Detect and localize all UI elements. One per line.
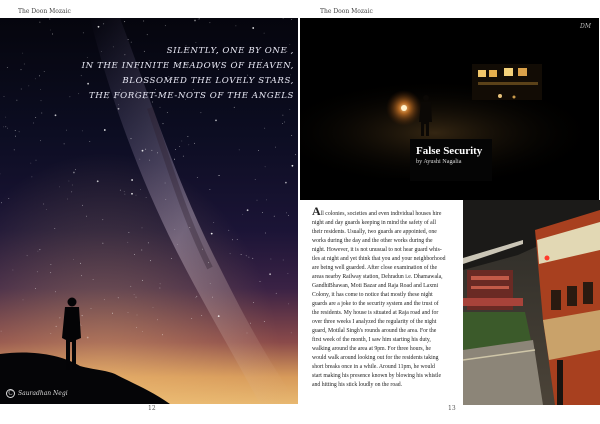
star	[163, 123, 164, 124]
star	[149, 160, 150, 161]
star	[152, 150, 153, 151]
star	[189, 227, 190, 228]
star	[15, 136, 16, 137]
star	[211, 233, 213, 235]
star	[55, 291, 56, 292]
star	[202, 249, 203, 250]
star	[41, 113, 42, 114]
star	[21, 89, 22, 90]
star	[291, 135, 292, 136]
star	[153, 307, 154, 308]
star	[60, 318, 61, 319]
running-head-left: The Doon Mozaic	[18, 8, 71, 15]
star	[52, 34, 53, 35]
body-line: GandhiBhawan, Moti Bazar and Raja Road and Laxmi	[312, 283, 439, 289]
star	[288, 215, 289, 216]
star	[215, 120, 217, 122]
star	[22, 53, 23, 54]
star	[285, 182, 287, 184]
star	[212, 297, 213, 298]
star	[181, 141, 182, 142]
star	[50, 30, 51, 31]
star	[175, 149, 176, 150]
star	[196, 297, 197, 298]
star	[148, 243, 149, 244]
star	[252, 258, 253, 259]
star	[35, 117, 36, 118]
star	[241, 254, 242, 255]
star	[142, 280, 143, 281]
star	[73, 259, 74, 260]
star	[196, 42, 197, 43]
star	[283, 18, 284, 19]
star	[264, 128, 265, 129]
star	[131, 193, 133, 195]
star	[3, 127, 4, 128]
star	[291, 19, 292, 20]
star	[218, 175, 219, 176]
star	[50, 272, 51, 273]
star	[125, 194, 126, 195]
star	[73, 172, 75, 174]
star	[136, 327, 137, 328]
star	[157, 319, 158, 320]
star	[124, 21, 125, 22]
star	[7, 67, 8, 68]
star	[262, 212, 263, 213]
photo-credit	[6, 389, 68, 398]
star	[43, 204, 44, 205]
star	[23, 300, 24, 301]
star	[70, 96, 71, 97]
copyright-icon: C	[6, 389, 15, 398]
star	[67, 199, 68, 200]
star	[258, 150, 259, 151]
star	[40, 249, 41, 250]
star	[82, 131, 83, 132]
magazine-logo-mark: DM	[580, 23, 591, 30]
star	[131, 179, 133, 181]
star	[27, 255, 28, 256]
article-body	[312, 207, 459, 403]
star	[49, 19, 50, 20]
star	[134, 294, 135, 295]
star	[39, 76, 40, 77]
star	[40, 89, 41, 90]
star	[150, 260, 151, 261]
star	[118, 104, 119, 105]
star	[177, 244, 178, 245]
star	[30, 163, 31, 164]
star	[72, 185, 73, 186]
star	[237, 239, 238, 240]
star	[97, 180, 99, 182]
star	[91, 308, 92, 309]
star	[174, 229, 175, 230]
star	[208, 262, 209, 263]
body-line: night and day guards keeping in mind the safety of all	[312, 220, 436, 226]
star	[19, 131, 20, 132]
train-platform-photo	[463, 200, 600, 405]
star	[102, 219, 103, 220]
drop-cap: A	[312, 207, 321, 218]
star	[141, 250, 142, 251]
star	[83, 33, 84, 34]
body-line: start making his presence known by blowing his whistle	[312, 373, 442, 379]
star	[35, 78, 36, 79]
star	[219, 175, 220, 176]
star	[276, 293, 277, 294]
star	[93, 279, 94, 280]
body-line: Colony, it has come to notice that mostly these night	[312, 292, 433, 298]
star	[249, 257, 250, 258]
star	[269, 273, 271, 275]
article-title-box	[410, 139, 492, 181]
poem-line: BLOSSOMED THE LOVELY STARS,	[122, 76, 294, 86]
poem-line: SILENTLY, ONE BY ONE ,	[166, 46, 294, 56]
star	[35, 288, 36, 289]
star	[145, 149, 146, 150]
star	[289, 109, 290, 110]
star	[183, 156, 184, 157]
star	[130, 286, 131, 287]
star	[139, 159, 140, 160]
star	[242, 214, 243, 215]
star	[120, 190, 121, 191]
star	[140, 189, 141, 190]
star	[14, 150, 15, 151]
star	[142, 150, 144, 152]
train-platform-scene	[463, 200, 600, 405]
star	[194, 20, 196, 22]
body-line: walking around the area at 9pm. For three hours, he	[312, 346, 431, 352]
poem-line: IN THE INFINITE MEADOWS OF HEAVEN,	[81, 61, 294, 71]
page-number-right: 13	[448, 405, 456, 412]
star	[7, 128, 8, 129]
star	[246, 255, 247, 256]
star	[69, 181, 70, 182]
star	[131, 138, 132, 139]
star	[165, 25, 166, 26]
star	[44, 71, 45, 72]
star	[5, 126, 6, 127]
star	[41, 100, 42, 101]
star	[250, 323, 251, 324]
star	[265, 233, 266, 234]
body-line: first week of the month, I saw him starting his duty,	[312, 337, 431, 343]
star	[260, 281, 261, 282]
star	[210, 283, 211, 284]
star	[4, 96, 5, 97]
star	[118, 297, 119, 298]
star	[282, 123, 283, 124]
star	[54, 228, 55, 229]
star	[40, 140, 41, 141]
star	[1, 331, 2, 332]
star	[24, 64, 25, 65]
star	[75, 169, 76, 170]
star	[252, 27, 254, 29]
star	[266, 200, 267, 201]
star	[291, 332, 292, 333]
star	[210, 22, 211, 23]
star	[87, 337, 89, 339]
star	[103, 24, 104, 25]
star	[46, 209, 47, 210]
star	[274, 216, 275, 217]
star	[188, 144, 189, 145]
star	[157, 153, 158, 154]
star	[118, 108, 120, 110]
star	[194, 143, 195, 144]
star	[196, 296, 197, 297]
star	[255, 179, 256, 180]
page-number-left: 12	[148, 405, 156, 412]
body-line: guard, Motilal Singh's rounds around the area. For the	[312, 328, 437, 334]
star	[147, 34, 148, 35]
star	[128, 39, 129, 40]
star	[198, 19, 199, 20]
star	[13, 270, 14, 271]
star	[275, 147, 276, 148]
star	[21, 69, 22, 70]
star	[142, 228, 143, 229]
star	[264, 321, 265, 322]
milky-way-photo	[0, 18, 298, 404]
star	[81, 325, 82, 326]
star	[257, 200, 258, 201]
star	[174, 159, 175, 160]
star	[265, 166, 266, 167]
star	[271, 259, 272, 260]
star	[236, 26, 237, 27]
body-line: areas nearby Railway station, Dehradun i.e. Dhamawala,	[312, 274, 443, 280]
star	[59, 187, 60, 188]
body-line: their residents. Usually, two guards are appointed, one	[312, 229, 437, 235]
star	[82, 205, 83, 206]
star	[179, 146, 180, 147]
star	[143, 21, 144, 22]
body-line: short breaks once in a while. Around 11pm, he would	[312, 364, 435, 370]
star	[82, 315, 83, 316]
star	[86, 216, 87, 217]
body-line: night. However, it is not unusual to not hear guard whis-	[312, 247, 442, 253]
star	[38, 251, 39, 252]
star	[247, 333, 248, 334]
star	[146, 197, 147, 198]
star	[81, 275, 82, 276]
body-line: the residents. My house is situated at Raja road and for	[312, 310, 439, 316]
star	[171, 258, 172, 259]
star	[80, 263, 81, 264]
star	[40, 22, 41, 23]
star	[136, 297, 137, 298]
body-line: over three weeks I analyzed the regularity of the night	[312, 319, 437, 325]
star	[286, 213, 287, 214]
star	[1, 202, 2, 203]
star	[134, 254, 135, 255]
star	[234, 107, 235, 108]
body-line: are being well guarded. After close examination of the	[312, 265, 438, 271]
star	[55, 114, 57, 116]
star	[50, 333, 51, 334]
star	[288, 304, 289, 305]
star	[197, 177, 198, 178]
star	[37, 271, 38, 272]
star	[56, 326, 57, 327]
star	[8, 198, 9, 199]
star	[137, 315, 138, 316]
star	[292, 165, 294, 167]
body-line: and hitting his stick loudly on the road.	[312, 382, 403, 388]
star	[218, 315, 220, 317]
star	[129, 232, 130, 233]
star	[228, 230, 229, 231]
star	[124, 191, 125, 192]
star	[201, 112, 202, 113]
photographer-name: Sauradhan Negi	[18, 390, 68, 397]
star	[213, 222, 214, 223]
star	[66, 130, 67, 131]
article-title: False Security	[416, 145, 483, 157]
star	[288, 273, 289, 274]
star	[36, 160, 37, 161]
article-byline: by Ayushi Nagalia	[416, 158, 462, 165]
star	[112, 313, 113, 314]
star	[15, 130, 16, 131]
star	[284, 122, 285, 123]
star	[89, 141, 90, 142]
star	[136, 195, 137, 196]
star	[247, 209, 249, 211]
body-line-text: ll colonies, societies and even individual houses hire	[320, 211, 442, 217]
star	[188, 136, 189, 137]
running-head-right: The Doon Mozaic	[320, 8, 373, 15]
body-line: works during the day and the other works during the	[312, 238, 433, 244]
star	[142, 331, 143, 332]
star	[131, 42, 132, 43]
star	[71, 192, 72, 193]
body-line: would walk around looking out for the residents taking	[312, 355, 439, 361]
poem-overlay	[76, 44, 294, 104]
body-line	[312, 207, 459, 219]
star	[98, 26, 100, 28]
star	[17, 100, 18, 101]
star	[160, 288, 161, 289]
star	[295, 154, 296, 155]
star	[283, 260, 284, 261]
star	[5, 117, 6, 118]
star	[28, 86, 29, 87]
star	[51, 264, 52, 265]
poem-line: THE FORGET-ME-NOTS OF THE ANGELS	[88, 91, 294, 101]
star	[253, 302, 254, 303]
star	[239, 150, 240, 151]
star	[32, 177, 33, 178]
star	[264, 33, 265, 34]
star	[199, 19, 200, 20]
star	[167, 112, 168, 113]
star	[232, 239, 233, 240]
star	[165, 183, 166, 184]
star	[160, 283, 161, 284]
body-line: guards are a joke to the security system and the trust of	[312, 301, 439, 307]
star	[104, 299, 105, 300]
star	[160, 107, 161, 108]
star	[127, 242, 128, 243]
star	[230, 253, 231, 254]
body-line: tles at night and yet think that you and your neighborhood	[312, 256, 446, 262]
star	[210, 189, 211, 190]
star	[104, 129, 106, 131]
star	[165, 199, 166, 200]
star	[283, 115, 284, 116]
star	[191, 318, 192, 319]
star	[64, 144, 65, 145]
star	[162, 334, 163, 335]
star	[201, 315, 202, 316]
star	[128, 312, 129, 313]
star	[33, 123, 34, 124]
star	[103, 243, 104, 244]
